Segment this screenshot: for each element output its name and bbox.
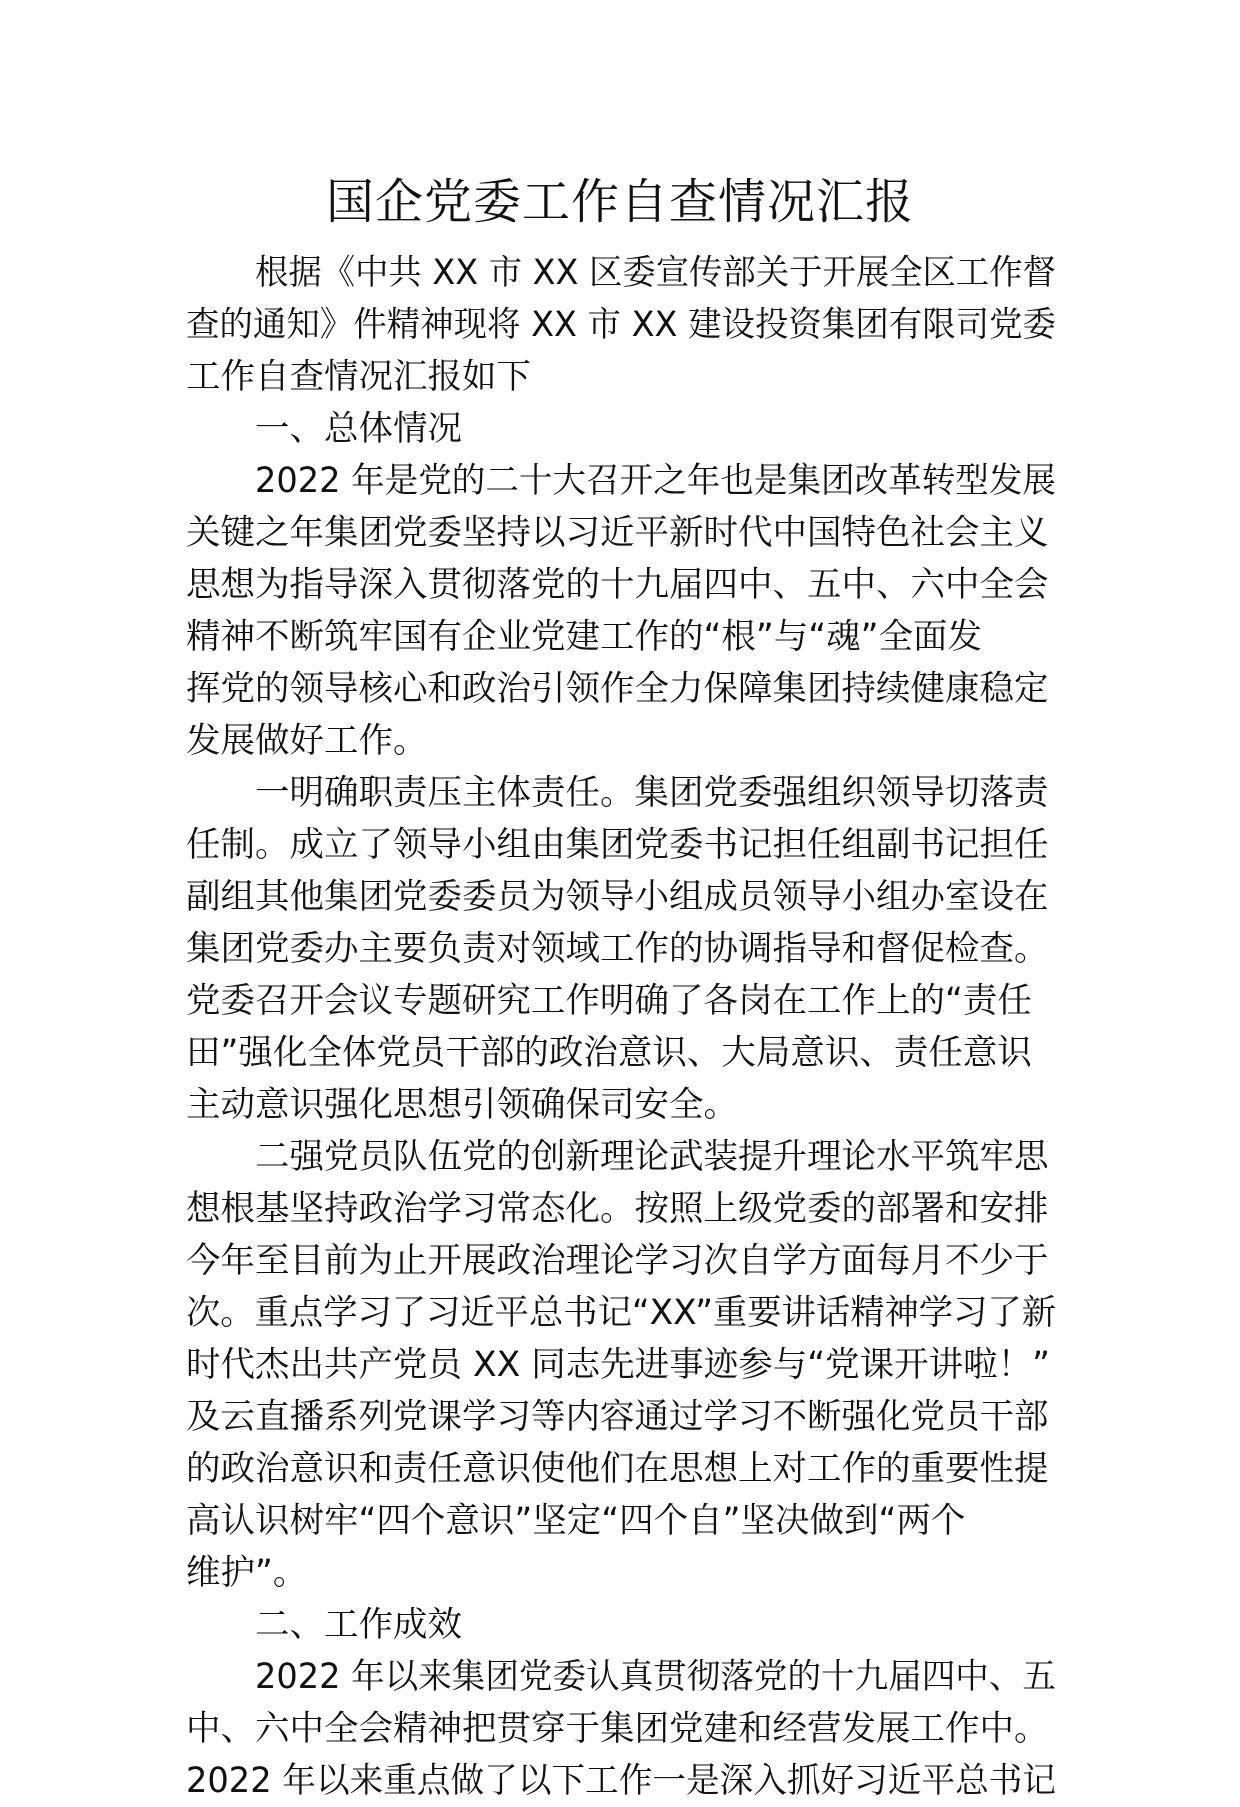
- body-line: 一明确职责压主体责任。集团党委强组织领导切落责: [255, 773, 1049, 813]
- body-line: 精神不断筑牢国有企业党建工作的“根”与“魂”全面发: [186, 617, 982, 657]
- document-body: [186, 247, 1056, 1807]
- body-line: 2022 年以来集团党委认真贯彻落党的十九届四中、五: [255, 1657, 1056, 1697]
- body-line: 中、六中全会精神把贯穿于集团党建和经营发展工作中。: [186, 1709, 1049, 1749]
- body-line: 副组其他集团党委委员为领导小组成员领导小组办室设在: [186, 877, 1049, 917]
- body-line: 工作自查情况汇报如下: [186, 357, 531, 397]
- document-title: 国企党委工作自查情况汇报: [325, 174, 914, 230]
- body-line: 维护”。: [186, 1553, 308, 1593]
- body-line: 任制。成立了领导小组由集团党委书记担任组副书记担任: [186, 825, 1049, 865]
- body-line: 2022 年是党的二十大召开之年也是集团改革转型发展: [255, 461, 1056, 501]
- body-line: 党委召开会议专题研究工作明确了各岗在工作上的“责任: [186, 981, 1032, 1021]
- body-line: 主动意识强化思想引领确保司安全。: [186, 1085, 738, 1125]
- body-line: 集团党委办主要负责对领域工作的协调指导和督促检查。: [186, 929, 1049, 969]
- body-line: 今年至目前为止开展政治理论学习次自学方面每月不少于: [186, 1241, 1049, 1281]
- body-line: 2022 年以来重点做了以下工作一是深入抓好习近平总书记: [186, 1761, 1056, 1801]
- body-line: 一、总体情况: [255, 409, 462, 449]
- body-line: 田”强化全体党员干部的政治意识、大局意识、责任意识: [186, 1033, 1032, 1073]
- body-line: 根据《中共 XX 市 XX 区委宣传部关于开展全区工作督: [255, 253, 1056, 293]
- body-line: 二、工作成效: [255, 1605, 462, 1645]
- body-line: 查的通知》件精神现将 XX 市 XX 建设投资集团有限司党委: [186, 305, 1056, 345]
- body-line: 高认识树牢“四个意识”坚定“四个自”坚决做到“两个: [186, 1501, 966, 1541]
- body-line: 思想为指导深入贯彻落党的十九届四中、五中、六中全会: [186, 565, 1049, 605]
- body-line: 时代杰出共产党员 XX 同志先进事迹参与“党课开讲啦！”: [186, 1345, 1050, 1385]
- body-line: 次。重点学习了习近平总书记“XX”重要讲话精神学习了新: [186, 1293, 1056, 1333]
- body-line: 二强党员队伍党的创新理论武装提升理论水平筑牢思: [255, 1137, 1049, 1177]
- body-line: 关键之年集团党委坚持以习近平新时代中国特色社会主义: [186, 513, 1049, 553]
- body-line: 想根基坚持政治学习常态化。按照上级党委的部署和安排: [186, 1189, 1049, 1229]
- body-line: 的政治意识和责任意识使他们在思想上对工作的重要性提: [186, 1449, 1049, 1489]
- body-line: 发展做好工作。: [186, 721, 428, 761]
- body-line: 及云直播系列党课学习等内容通过学习不断强化党员干部: [186, 1397, 1049, 1437]
- body-line: 挥党的领导核心和政治引领作全力保障集团持续健康稳定: [186, 669, 1049, 709]
